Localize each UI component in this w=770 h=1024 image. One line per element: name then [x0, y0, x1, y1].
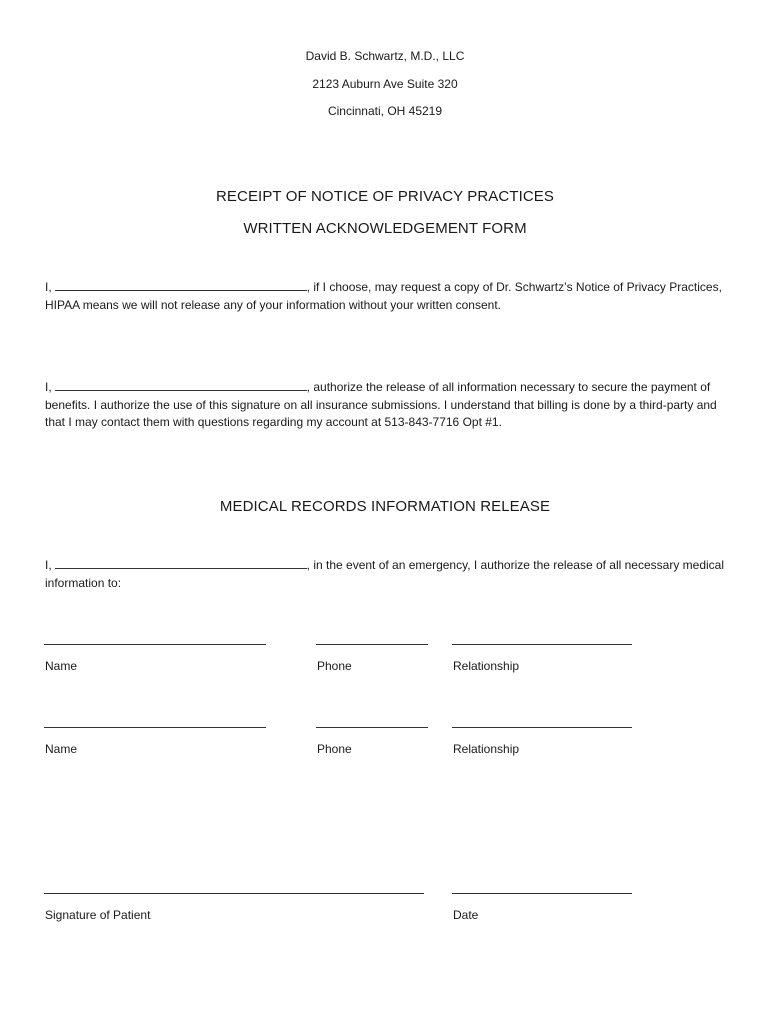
privacy-text: , if I choose, may request a copy of Dr. Schwartz’s Notice of Privacy Practices, HIPAA means we will not release any of your information without your written consent.	[45, 280, 722, 312]
medical-records-title: MEDICAL RECORDS INFORMATION RELEASE	[219, 498, 551, 515]
contact-1-name-line[interactable]	[44, 644, 266, 645]
contact-2-name-label: Name	[45, 742, 78, 756]
signature-label: Signature of Patient	[45, 908, 151, 922]
contact-1-relationship-line[interactable]	[452, 644, 632, 645]
contact-2-phone-label: Phone	[317, 742, 352, 756]
contact-2-relationship-line[interactable]	[452, 727, 632, 728]
billing-paragraph	[45, 379, 735, 432]
patient-name-blank-3[interactable]	[55, 557, 307, 569]
contact-1-name-label: Name	[45, 659, 78, 673]
emergency-text: , in the event of an emergency, I authorize the release of all necessary medical information to:	[45, 558, 725, 590]
date-label: Date	[453, 908, 479, 922]
contact-2-phone-line[interactable]	[316, 727, 428, 728]
practice-name: David B. Schwartz, M.D., LLC	[305, 49, 465, 63]
emergency-paragraph	[45, 557, 735, 592]
practice-city: Cincinnati, OH 45219	[327, 104, 443, 118]
prefix-text: I,	[45, 380, 52, 394]
prefix-text: I,	[45, 558, 52, 572]
date-line[interactable]	[452, 893, 632, 894]
billing-text: , authorize the release of all information necessary to secure the payment of benefits. I authorize the use of this signature on all insurance submissions. I understand that billing is done by a third-party and that I may contact them with questions regarding my account at 513-843-7716 Opt #1.	[45, 380, 717, 429]
signature-line[interactable]	[44, 893, 424, 894]
practice-address: 2123 Auburn Ave Suite 320	[312, 77, 458, 91]
privacy-paragraph	[45, 279, 735, 314]
contact-1-phone-label: Phone	[317, 659, 352, 673]
prefix-text: I,	[45, 280, 52, 294]
contact-2-relationship-label: Relationship	[453, 742, 520, 756]
acknowledgement-title: WRITTEN ACKNOWLEDGEMENT FORM	[243, 220, 527, 237]
contact-1-relationship-label: Relationship	[453, 659, 520, 673]
contact-1-phone-line[interactable]	[316, 644, 428, 645]
patient-name-blank-2[interactable]	[55, 379, 307, 391]
contact-2-name-line[interactable]	[44, 727, 266, 728]
patient-name-blank-1[interactable]	[55, 279, 307, 291]
receipt-title: RECEIPT OF NOTICE OF PRIVACY PRACTICES	[215, 188, 555, 205]
